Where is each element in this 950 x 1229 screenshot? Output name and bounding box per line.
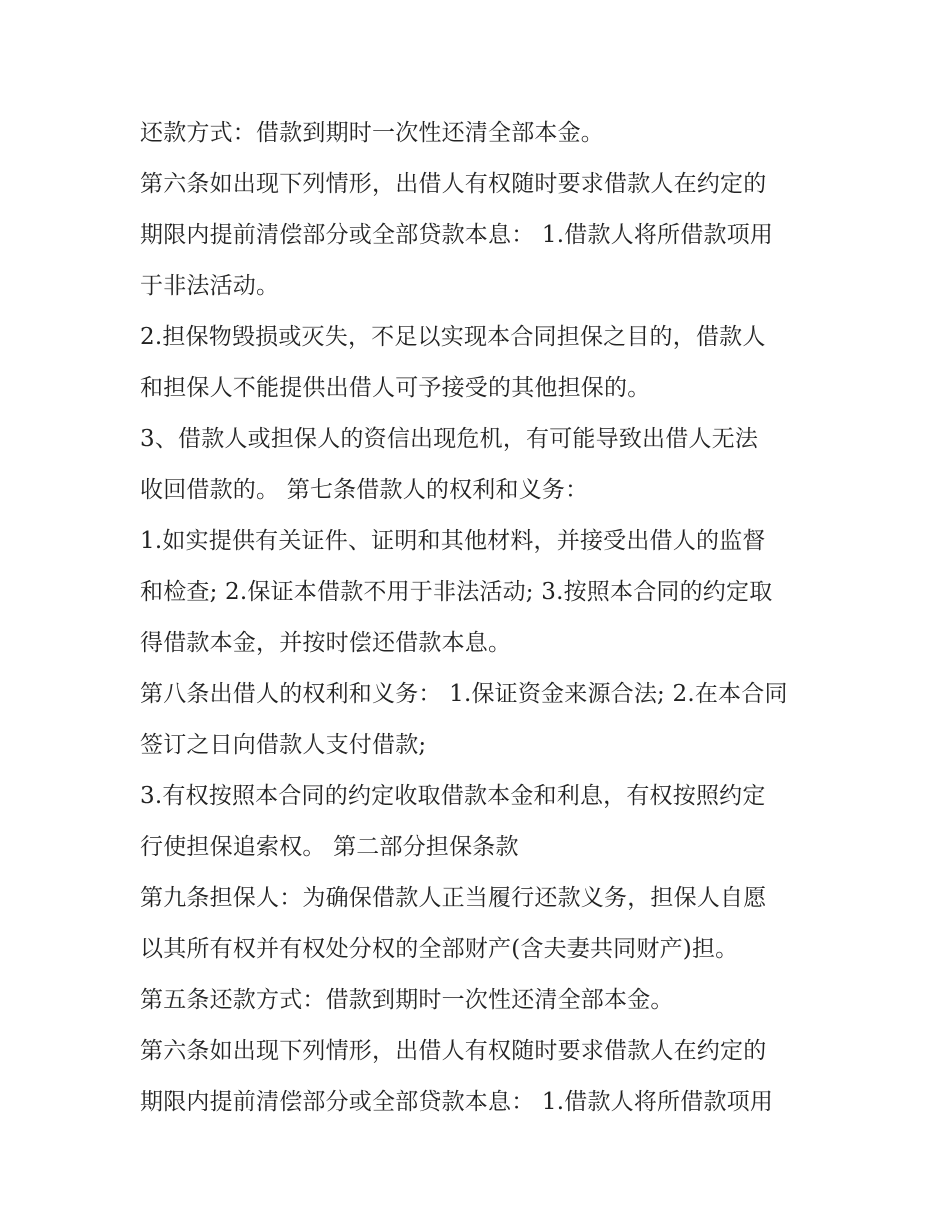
text-line: 和检查; 2.保证本借款不用于非法活动; 3.按照本合同的约定取	[140, 579, 773, 605]
text-line: 期限内提前清偿部分或全部贷款本息： 1.借款人将所借款项用	[140, 1089, 774, 1115]
text-line: 第六条如出现下列情形，出借人有权随时要求借款人在约定的	[140, 1038, 767, 1064]
text-line: 和担保人不能提供出借人可予接受的其他担保的。	[140, 375, 651, 401]
text-line: 1.如实提供有关证件、证明和其他材料，并接受出借人的监督	[140, 528, 766, 554]
text-line: 还款方式：借款到期时一次性还清全部本金。	[140, 120, 604, 146]
text-line: 签订之日向借款人支付借款;	[140, 732, 427, 758]
text-line: 期限内提前清偿部分或全部贷款本息： 1.借款人将所借款项用	[140, 222, 774, 248]
text-line: 收回借款的。 第七条借款人的权利和义务：	[140, 477, 589, 503]
text-line: 第八条出借人的权利和义务： 1.保证资金来源合法; 2.在本合同	[140, 681, 788, 707]
text-line: 3.有权按照本合同的约定收取借款本金和利息，有权按照约定	[140, 783, 766, 809]
text-line: 第九条担保人：为确保借款人正当履行还款义务，担保人自愿	[140, 885, 767, 911]
text-line: 第五条还款方式：借款到期时一次性还清全部本金。	[140, 987, 674, 1013]
text-line: 3、借款人或担保人的资信出现危机，有可能导致出借人无法	[140, 426, 759, 452]
text-line: 行使担保追索权。 第二部分担保条款	[140, 834, 519, 860]
text-line: 2.担保物毁损或灭失，不足以实现本合同担保之目的，借款人	[140, 324, 766, 350]
document-body	[140, 108, 820, 1128]
text-line: 第六条如出现下列情形，出借人有权随时要求借款人在约定的	[140, 171, 767, 197]
text-line: 以其所有权并有权处分权的全部财产(含夫妻共同财产)担。	[140, 936, 739, 962]
text-line: 得借款本金，并按时偿还借款本息。	[140, 630, 512, 656]
text-line: 于非法活动。	[140, 273, 280, 299]
